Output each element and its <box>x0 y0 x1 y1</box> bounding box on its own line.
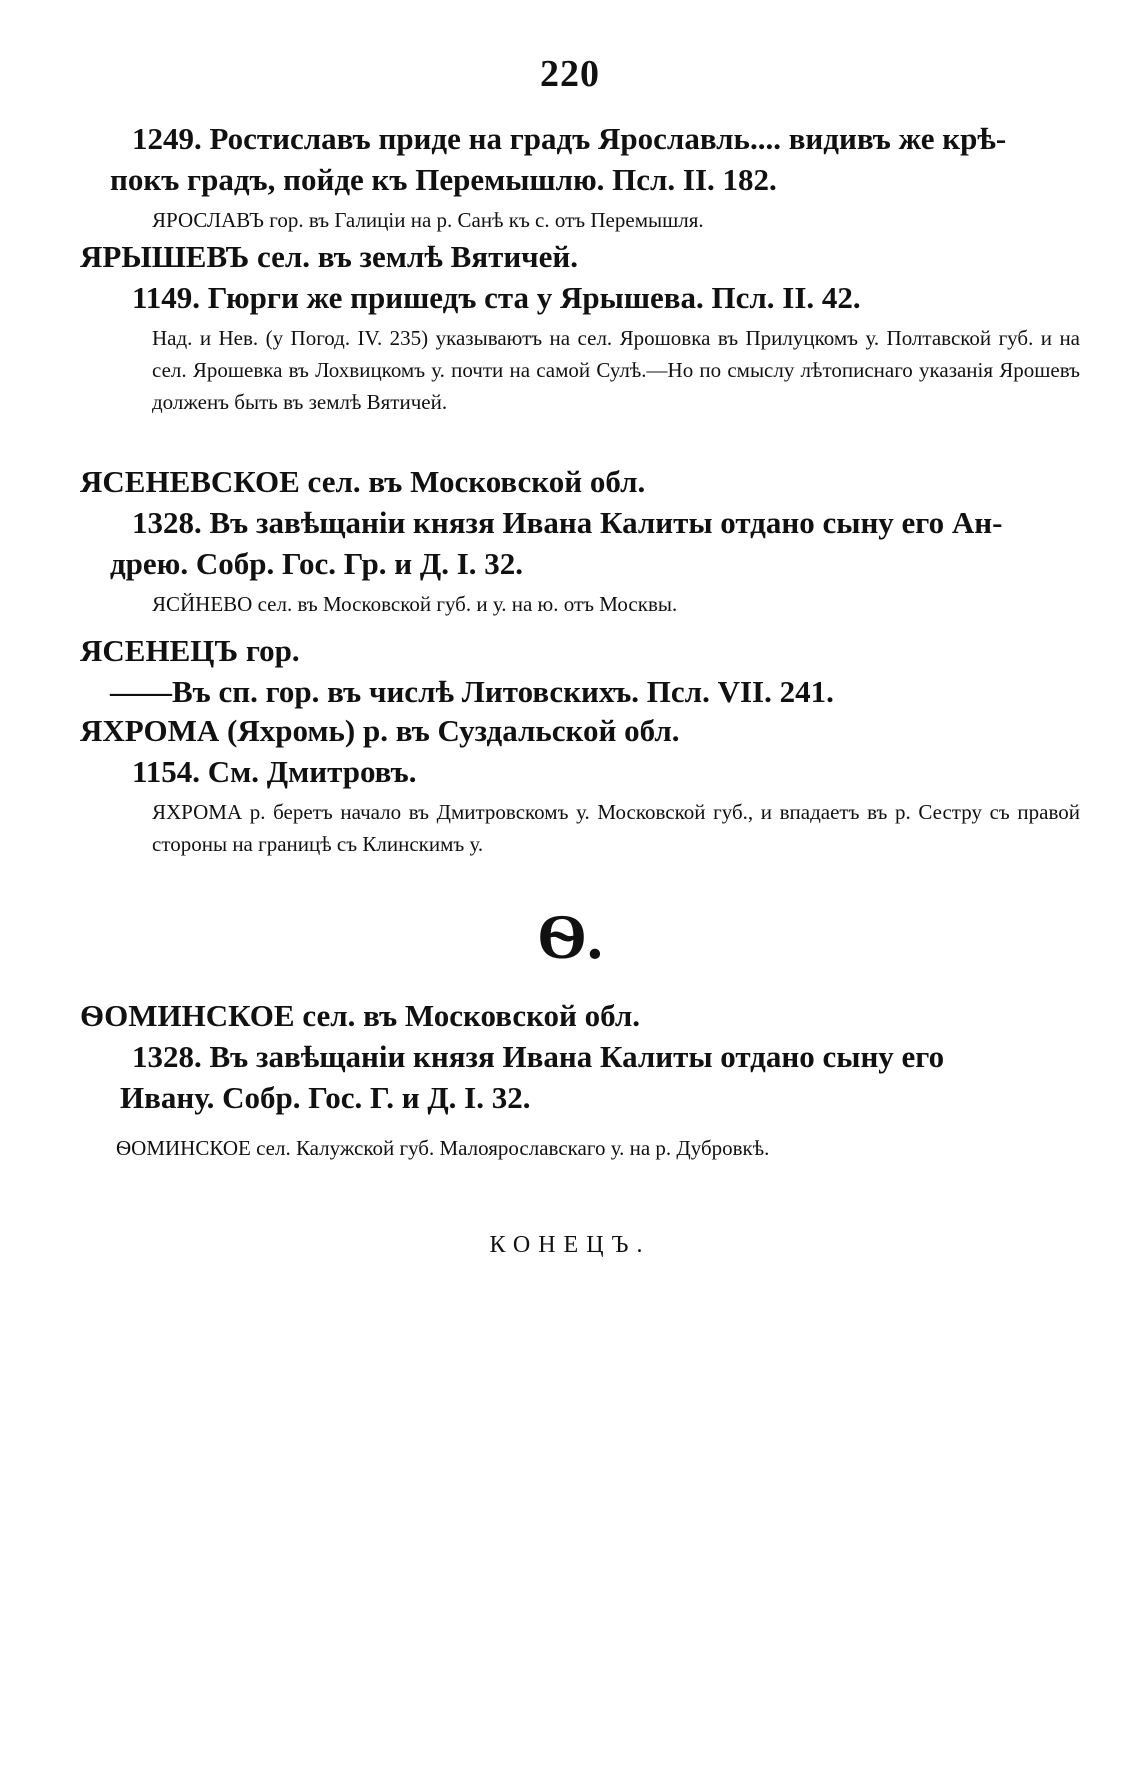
quote-line: дрею. Собр. Гос. Гр. и Д. I. 32. <box>110 546 524 581</box>
quote-line: 1328. Въ завѣщаніи князя Ивана Калиты отдано сыну его <box>132 1039 945 1074</box>
quote-line: ——Въ сп. гор. въ числѣ Литовскихъ. Псл. VII. 241. <box>110 674 834 709</box>
entry-fominskoe <box>80 995 1080 1164</box>
quote-line: 1328. Въ завѣщаніи князя Ивана Калиты отдано сыну его Ан- <box>132 505 1003 540</box>
entry-headword: ЯСЕНЕЦЪ гор. <box>80 633 300 668</box>
quote-line: 1149. Гюрги же пришедъ ста у Ярышева. Псл. II. 42. <box>132 280 861 315</box>
entry-yaroslavl <box>80 118 1080 236</box>
entry-yasenevskoe <box>80 461 1080 620</box>
entry-headword: ЯХРОМА (Яхромь) р. въ Суздальской обл. <box>80 713 680 748</box>
end-text: КОНЕЦЪ. <box>489 1232 651 1258</box>
entry-note: ЯХРОМА р. беретъ начало въ Дмитровскомъ у. Московской губ., и впадаетъ въ р. Сестру съ правой стороны на границѣ съ Клинскимъ у. <box>152 800 1080 856</box>
entry-headword: ЯРЫШЕВЪ сел. въ землѣ Вятичей. <box>80 239 579 274</box>
quote-line: 1249. Ростиславъ приде на градъ Ярославль.... видивъ же крѣ- <box>132 121 1007 156</box>
entry-note: ЯРОСЛАВЪ гор. въ Галиціи на р. Санѣ къ с. отъ Перемышля. <box>152 208 704 232</box>
section-letter: Ѳ. <box>537 901 603 972</box>
quote-line: покъ градъ, пойде къ Перемышлю. Псл. II. 182. <box>110 162 777 197</box>
entry-note: ЯСЙНЕВО сел. въ Московской губ. и у. на ю. отъ Москвы. <box>152 592 678 616</box>
entry-yasenets <box>80 630 1080 712</box>
quote-line: 1154. См. Дмитровъ. <box>132 754 417 789</box>
entry-yaryshev <box>80 236 1080 418</box>
page-number: 220 <box>540 53 600 95</box>
entry-headword: ѲОМИНСКОЕ сел. въ Московской обл. <box>80 998 641 1033</box>
entry-headword: ЯСЕНЕВСКОЕ сел. въ Московской обл. <box>80 464 646 499</box>
quote-line: Ивану. Собр. Гос. Г. и Д. I. 32. <box>120 1080 531 1115</box>
entry-yakhroma <box>80 710 1080 860</box>
entry-note: Над. и Нев. (у Погод. IV. 235) указываютъ на сел. Ярошовка въ Прилуцкомъ у. Полтавской губ. и на сел. Ярошевка въ Лохвицкомъ у. почти на самой Сулѣ.—Но по смыслу лѣтописнаго указанія Ярошевъ долженъ быть въ землѣ Вятичей. <box>152 326 1080 414</box>
entry-note: ѲОМИНСКОЕ сел. Калужской губ. Малоярославскаго у. на р. Дубровкѣ. <box>116 1136 770 1160</box>
